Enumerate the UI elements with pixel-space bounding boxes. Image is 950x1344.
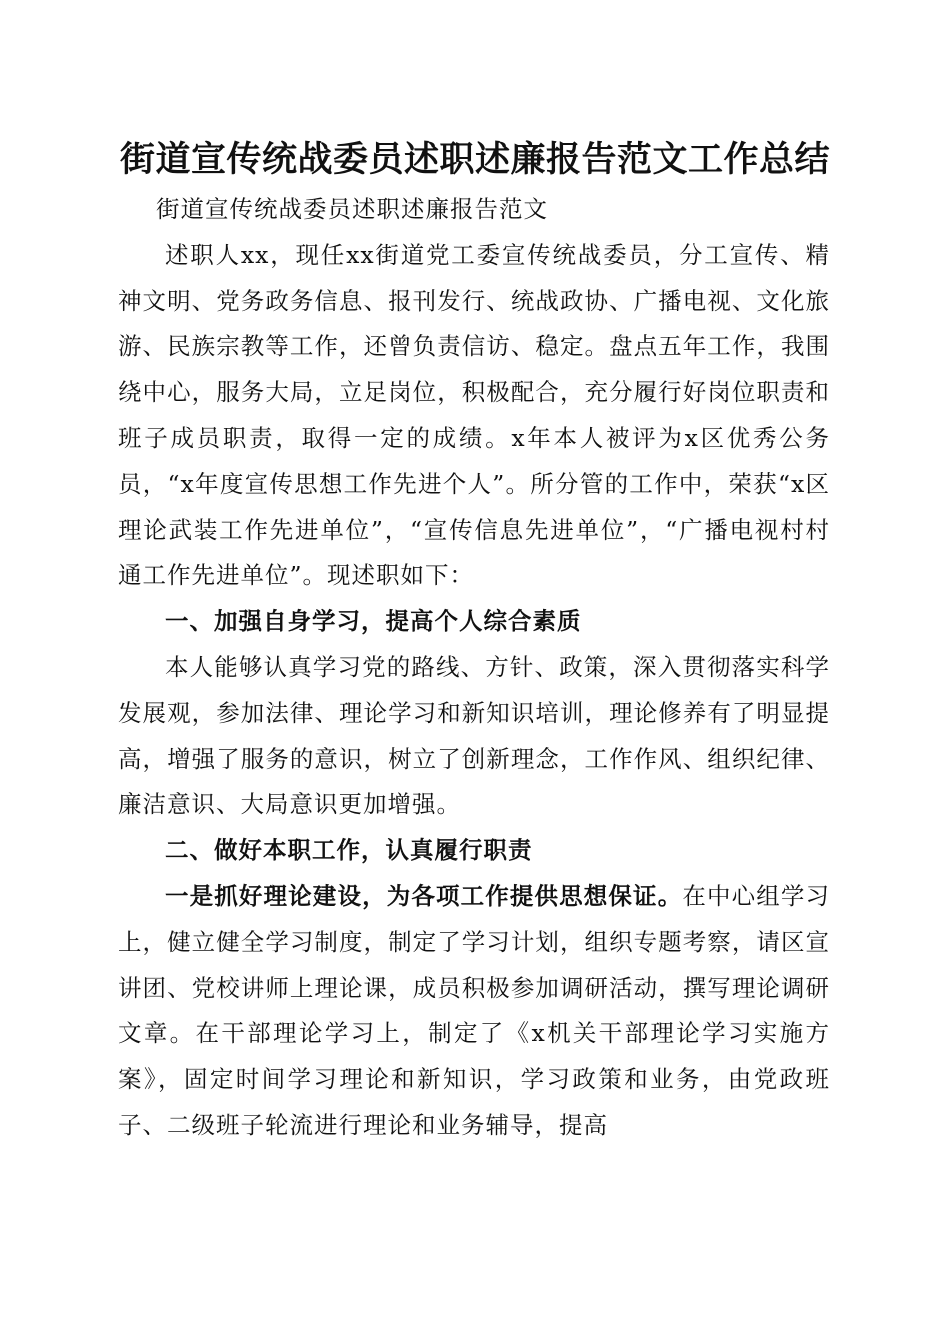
- section-2-heading: 二、做好本职工作，认真履行职责: [165, 836, 533, 865]
- intro-paragraph: 述职人xx，现任xx街道党工委宣传统战委员，分工宣传、精神文明、党务政务信息、报刊发行、统战政协、广播电视、文化旅游、民族宗教等工作，还曾负责信访、稳定。盘点五年工作，我围绕中心，服务大局，立足岗位，积极配合，充分履行好岗位职责和班子成员职责，取得一定的成绩。x年本人被评为x区优秀公务员，“x年度宣传思想工作先进个人”。所分管的工作中，荣获“x区理论武装工作先进单位”，“宣传信息先进单位”，“广播电视村村通工作先进单位”。现述职如下：: [118, 240, 830, 590]
- section-2-paragraph: [118, 874, 830, 1149]
- document-body: [118, 187, 830, 1149]
- section-1-paragraph: 本人能够认真学习党的路线、方针、政策，深入贯彻落实科学发展观，参加法律、理论学习和新知识培训，理论修养有了明显提高，增强了服务的意识，树立了创新理念，工作作风、组织纪律、廉洁意识、大局意识更加增强。: [118, 652, 830, 819]
- document-title: 街道宣传统战委员述职述廉报告范文工作总结: [119, 139, 830, 180]
- section-1-heading: 一、加强自身学习，提高个人综合素质: [165, 607, 582, 636]
- section-2-lead: 一是抓好理论建设，为各项工作提供思想保证。: [165, 881, 683, 910]
- section-2-text: 在中心组学习上，健立健全学习制度，制定了学习计划，组织专题考察，请区宣讲团、党校讲师上理论课，成员积极参加调研活动，撰写理论调研文章。在干部理论学习上，制定了《x机关干部理论学习实施方案》，固定时间学习理论和新知识，学习政策和业务，由党政班子、二级班子轮流进行理论和业务辅导，提高: [118, 881, 831, 1139]
- document-subtitle: 街道宣传统战委员述职述廉报告范文: [156, 195, 548, 223]
